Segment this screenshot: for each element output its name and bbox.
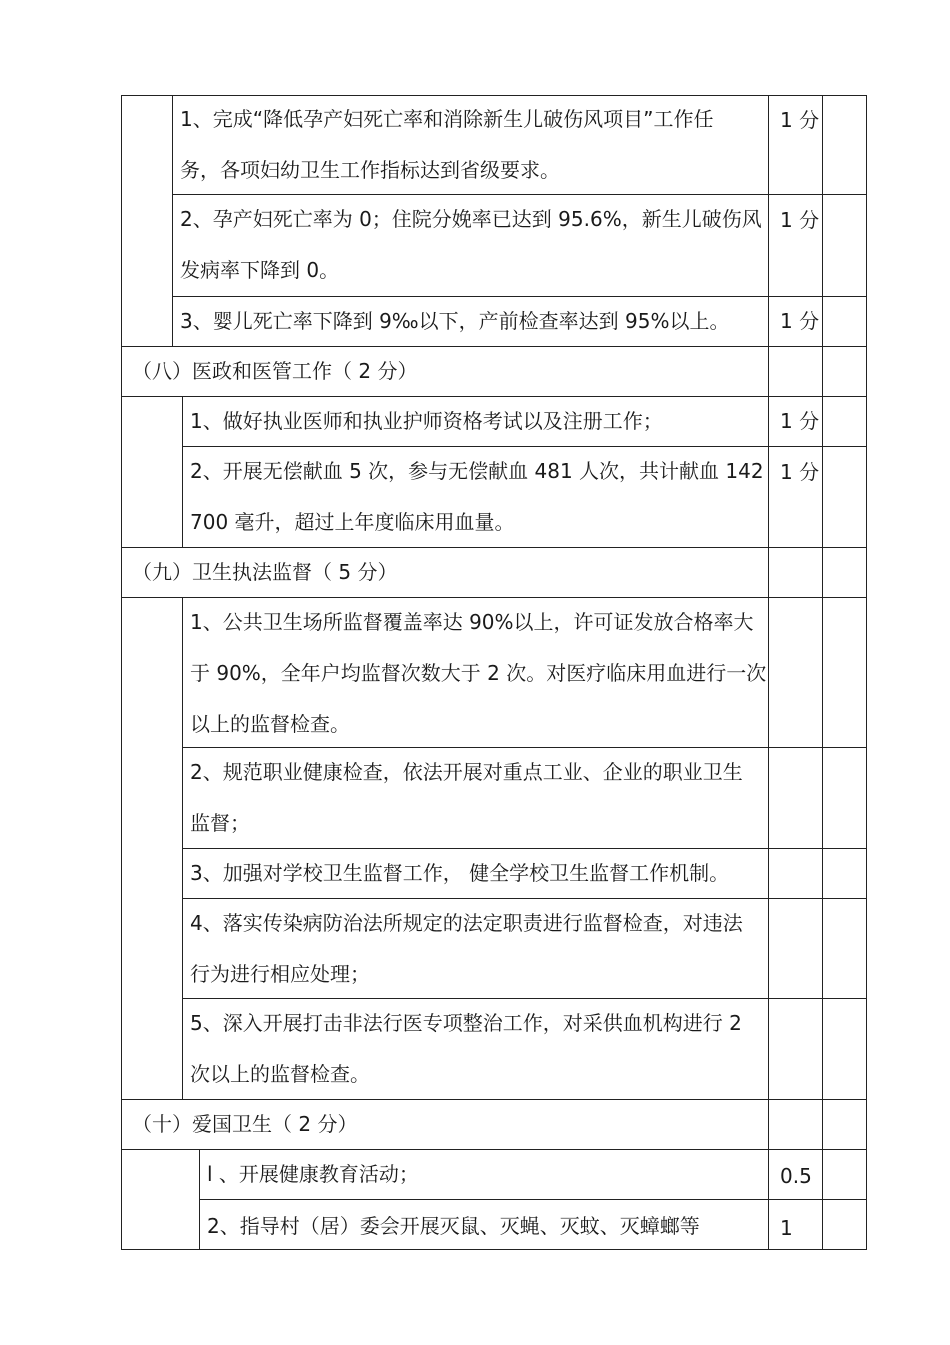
item-text: 2、开展无偿献血 5 次，参与无偿献血 481 人次，共计献血 142700 毫升，超过上年度临床用血量。 — [190, 459, 764, 534]
item-score: 1 分 — [780, 108, 820, 132]
item-text: 3、婴儿死亡率下降到 9‰以下，产前检查率达到 95%以上。 — [180, 309, 730, 333]
section-heading: （十）爱国卫生（ 2 分） — [132, 1112, 358, 1136]
table-border-left — [121, 95, 122, 1250]
item-score: 0.5 — [780, 1164, 812, 1188]
row-divider — [199, 1199, 867, 1200]
item-score: 1 分 — [780, 409, 820, 433]
item-text: 4、落实传染病防治法所规定的法定职责进行监督检查，对违法行为进行相应处理； — [190, 911, 743, 986]
item-score: 1 分 — [780, 460, 820, 484]
table-border-right — [866, 95, 867, 1250]
item-text: 2、孕产妇死亡率为 0；住院分娩率已达到 95.6%，新生儿破伤风发病率下降到 0。 — [180, 207, 762, 282]
item-text: 5、深入开展打击非法行医专项整治工作，对采供血机构进行 2 次以上的监督检查。 — [190, 1011, 742, 1086]
item-score: 1 分 — [780, 208, 820, 232]
row-divider — [121, 396, 867, 397]
remark-column-divider — [822, 95, 823, 1250]
item-text: 1、做好执业医师和执业护师资格考试以及注册工作； — [190, 409, 663, 433]
indent-divider-1 — [172, 95, 173, 346]
item-text: 1、完成“降低孕产妇死亡率和消除新生儿破伤风项目”工作任务，各项妇幼卫生工作指标达到省级要求。 — [180, 107, 714, 182]
row-divider — [121, 1149, 867, 1150]
section-heading: （八）医政和医管工作（ 2 分） — [132, 359, 418, 383]
row-divider — [172, 296, 867, 297]
row-divider — [121, 1249, 867, 1250]
item-text: 1、公共卫生场所监督覆盖率达 90%以上，许可证发放合格率大于 90%，全年户均监督次数大于 2 次。对医疗临床用血进行一次以上的监督检查。 — [190, 610, 767, 736]
section-heading: （九）卫生执法监督（ 5 分） — [132, 560, 398, 584]
indent-divider-2 — [182, 396, 183, 547]
item-text: 2、指导村（居）委会开展灭鼠、灭蝇、灭蚊、灭蟑螂等 — [207, 1214, 700, 1238]
item-text: 2、规范职业健康检查，依法开展对重点工业、企业的职业卫生监督； — [190, 760, 743, 835]
item-text: l 、开展健康教育活动； — [207, 1162, 419, 1186]
row-divider — [121, 346, 867, 347]
item-score: 1 — [780, 1216, 793, 1240]
item-text: 3、加强对学校卫生监督工作， 健全学校卫生监督工作机制。 — [190, 861, 730, 885]
item-score: 1 分 — [780, 309, 820, 333]
